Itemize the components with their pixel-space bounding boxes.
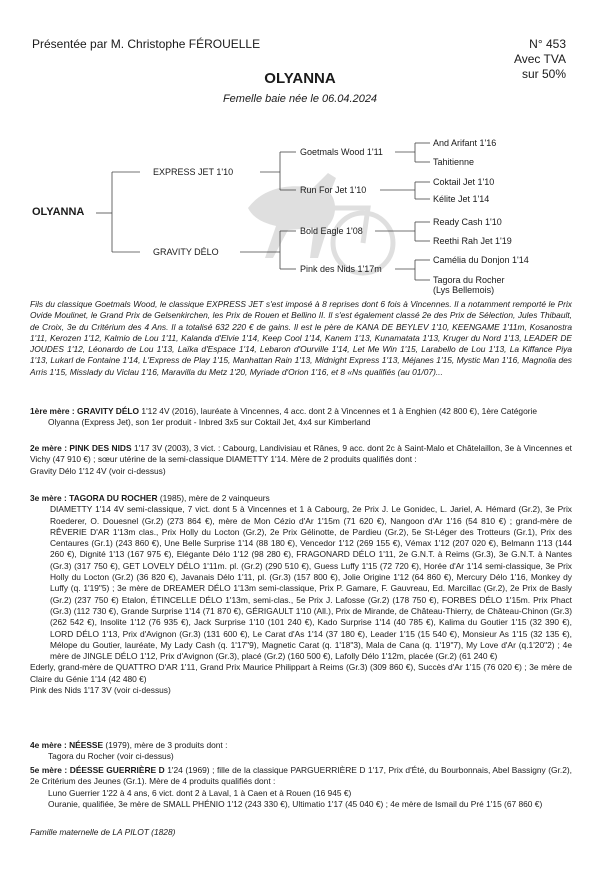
first-dam-text: 1'12 4V (2016), lauréate à Vincennes, 4 acc. dont 2 à Vincennes et 1 à Enghien (42 800 €), 1ère Catégorie — [139, 406, 538, 416]
second-dam-title: 2e mère : PINK DES NIDS — [30, 443, 132, 453]
pedigree-gen3-6: Reethi Rah Jet 1'19 — [433, 236, 512, 246]
fourth-dam-text: (1979), mère de 3 produits dont : — [103, 740, 228, 750]
fifth-dam-luno: Luno Guerrier 1'22 à 4 ans, 6 vict. dont 2 à Laval, 1 à Caen et à Rouen (16 945 €) — [48, 787, 352, 798]
third-dam-text: (1985), mère de 2 vainqueurs — [157, 493, 270, 503]
third-dam-diametty: DIAMETTY 1'14 4V semi-classique, 7 vict. dont 5 à Vincennes et 1 à Cabourg, 2e Prix J. Le Gonidec, L. Jariel, A. Hémard (Gr.2), 3e Prix Roederer, O. Douesnel (Gr.2) (273 864 €), mère de Mon Cézio d'Ar 1'15m (71 620 €), Nangoon d'Ar 1'16 (54 810 €) ; grand-mère de RÊVERIE D'AR 1'13m clas., Prix Holly du Locton (Gr.2), 2e Prix Gélinotte, de Pardieu (Gr.2), 5e St-Léger des Trotteurs (Gr.1), Prix des Centaures (Gr.1) (243 860 €), Une Belle Surprise 1'14 (88 180 €), Vencedor 1'12 (269 155 €), Vémax 1'12 (207 020 €), Belmann 1'13 (144 260 €), Dignité 1'13 (167 975 €), Elégante Délo 1'12 (98 280 €), FRAGONARD DÉLO 1'11, 2e G.N.T. à Reims (Gr.3), 3e G.N.T. à Nantes (Gr.3) (317 750 €), GET LOVELY DÉLO 1'11m. pl. (Gr.2) (290 510 €), Guess Luffy 1'15 (72 720 €), Horée d'Ar 1'14 semi-classique, 3e Prix Holly du Locton (Gr.2) (36 820 €), Javanais Délo 1'11, pl. (Gr.3) (157 800 €), Jolie Origine 1'12 (64 860 €), Mercury Délo 1'16, Monkey dy Luffy (q. 1'19"5) ; 3e mère de DREAMER DÉLO 1'13m semi-classique, Prix P. Gamare, F. Gauvreau, Ed. Marcillac (Gr.2), 2e Prix de Basly (Gr.2) (237 750 €) Etalon, ÉTINCELLE DÉLO 1'13m, semi-clas., 5e Prix J. Lafosse (Gr.2) (178 750 €), FORBES DÉLO 1'15m. Prix Phact (Gr.3) (112 730 €), Grande Surprise 1'14 (71 870 €), GÉRIGAULT 1'10 (All.), Prix de Mirande, de Château-Thierry, de Château-Chinon (Gr.3) (262 542 €), Insolite 1'12 (76 935 €), Jack Surprise 1'10 (101 240 €), Kado Surprise 1'14 (40 785 €), Kalima du Goutier 1'15 (32 390 €), LORD DÉLO 1'13, Prix d'Avignon (Gr.3) (131 600 €), Le Carat d'As 1'14 (37 180 €), Leader 1'15 (15 540 €), Monsieur As 1'15 (32 135 €), Mélope du Goutier, lauréate, My Lady Cash (q. 1'17"9), Magnetic Carat (q. 1'18"3), Mala de Cana (q. 1'19"7), My Love d'Ar (q.1'20"2) ; 4e mère de JINGLE DÉLO 1'12, Prix d'Avignon (Gr.3), placé (Gr.2) (160 500 €), Lafolly Délo 1'12m, placée (Gr.2) (61 240 €) — [50, 504, 572, 662]
horse-description: Femelle baie née le 06.04.2024 — [222, 93, 378, 105]
seller-line: Présentée par M. Christophe FÉROUELLE — [32, 37, 261, 51]
pedigree-sire-sire: Goetmals Wood 1'11 — [300, 147, 383, 157]
vat-ratio: sur 50% — [521, 67, 566, 81]
pedigree-dam: GRAVITY DÉLO — [153, 247, 219, 257]
pedigree-gen3-2: Tahitienne — [433, 157, 475, 167]
first-dam-produce: Olyanna (Express Jet), son 1er produit - Inbred 3x5 sur Coktail Jet, 4x4 sur Kimberland — [48, 417, 371, 428]
lot-number: N° 453 — [529, 37, 566, 51]
pedigree-sire-dam: Run For Jet 1'10 — [300, 185, 367, 195]
pedigree-gen3-8: Tagora du Rocher — [433, 275, 505, 285]
pedigree-gen3-5: Ready Cash 1'10 — [433, 217, 502, 227]
pedigree-gen3-4: Kélite Jet 1'14 — [433, 194, 490, 204]
fifth-dam-section — [30, 765, 572, 810]
pedigree-gen3-1: And Arifant 1'16 — [433, 138, 497, 148]
fifth-dam-text: 1'24 (1969) ; fille de la classique PARGUERRIÈRE D 1'17, Prix d'Été, du Bourbonnais, Abel Bassigny (Gr.2), 2e Critérium des Jeunes (Gr.1). Mère de 4 produits qualifiés dont : — [30, 765, 572, 787]
first-dam-section — [30, 406, 572, 429]
third-dam-pink: Pink des Nids 1'17 3V (voir ci-dessus) — [30, 685, 171, 696]
fourth-dam-section — [30, 740, 572, 763]
pedigree-gen3-3: Coktail Jet 1'10 — [433, 177, 495, 187]
pedigree-gen3-7: Camélia du Donjon 1'14 — [433, 255, 529, 265]
sire-description: Fils du classique Goetmals Wood, le classique EXPRESS JET s'est imposé à 8 reprises dont 6 fois à Vincennes. Il a notamment remporté le Prix Ovide Moulinet, le Grand Prix de Gelsenkirchen, les Prix de Rouen et Bellino II. Il s'est également classé 2e des Prix de Sélection, Jules Thibault, de Croix, 3e du Critérium des 4 Ans. Il a totalisé 632 220 € de gains. Il est le père de KANA DE BEYLEV 1'10, KEENGAME 1'11m, Kosanostra 1'11, Kerozen 1'12, Kalmio de Lou 1'11, Kalanda d'Elvie 1'14, Keep Cool 1'14, Kanem 1'13, Kunamatata 1'13, Kruger du Nord 1'13, LEADER DE JOUDES 1'12, Léonardo de Lou 1'13, Laïka d'Espace 1'14, Lebaron d'Ourville 1'14, Let Me Win 1'15, Larabello de Lou 1'13, La Kiffance Piya 1'13, Lukarl de Fontaine 1'14, L'Express de Play 1'15, Manhattan Rain 1'13, Midnight Express 1'13, Méjanes 1'15, Mystic Man 1'16, Magnolia des Arris 1'15, Misslady du Viclau 1'16, Maravilla du Metz 1'20, Myriade d'Orion 1'16, et 8 «Ns qualifiés (au 01/07)... — [30, 299, 572, 377]
second-dam-section — [30, 443, 572, 477]
fifth-dam-title: 5e mère : DÉESSE GUERRIÈRE D — [30, 765, 165, 775]
third-dam-ederly: Ederly, grand-mère de QUATTRO D'AR 1'11, Grand Prix Maurice Philippart à Reims (Gr.3) (309 860 €), Succès d'Ar 1'15 (76 020 €) ; 3e mère de Claire du Génie 1'14 (42 480 €) — [30, 662, 572, 684]
pedigree-dam-sire: Bold Eagle 1'08 — [300, 226, 363, 236]
fourth-dam-produce: Tagora du Rocher (voir ci-dessus) — [48, 751, 174, 762]
second-dam-text: 1'17 3V (2003), 3 vict. : Cabourg, Landivisiau et Rânes, 9 acc. dont 2c à Saint-Malo et Châtelaillon, 3e à Vincennes et Vichy (47 910 €) ; sœur utérine de la semi-classique DIAMETTY 1'14. Mère de 2 produits qualifiés dont : — [30, 443, 572, 465]
fifth-dam-ouranie: Ouranie, qualifiée, 3e mère de SMALL PHÉNIO 1'12 (243 330 €), Ultimatio 1'17 (45 040 €) ; 4e mère de Ismail du Pré 1'15 (67 860 €) — [48, 798, 543, 809]
pedigree-gen3-8-note: (Lys Bellemois) — [433, 285, 495, 295]
third-dam-title: 3e mère : TAGORA DU ROCHER — [30, 493, 158, 503]
first-dam-title: 1ère mère : GRAVITY DÉLO — [30, 406, 140, 416]
vat-label: Avec TVA — [513, 52, 566, 66]
pedigree-dam-dam: Pink des Nids 1'17m — [300, 264, 382, 274]
fourth-dam-title: 4e mère : NÉESSE — [30, 740, 104, 750]
third-dam-section — [30, 493, 572, 696]
second-dam-produce: Gravity Délo 1'12 4V (voir ci-dessus) — [30, 465, 166, 476]
maternal-family: Famille maternelle de LA PILOT (1828) — [30, 827, 176, 837]
pedigree-sire: EXPRESS JET 1'10 — [153, 167, 234, 177]
horse-name-title: OLYANNA — [264, 70, 336, 87]
pedigree-subject: OLYANNA — [32, 206, 85, 218]
